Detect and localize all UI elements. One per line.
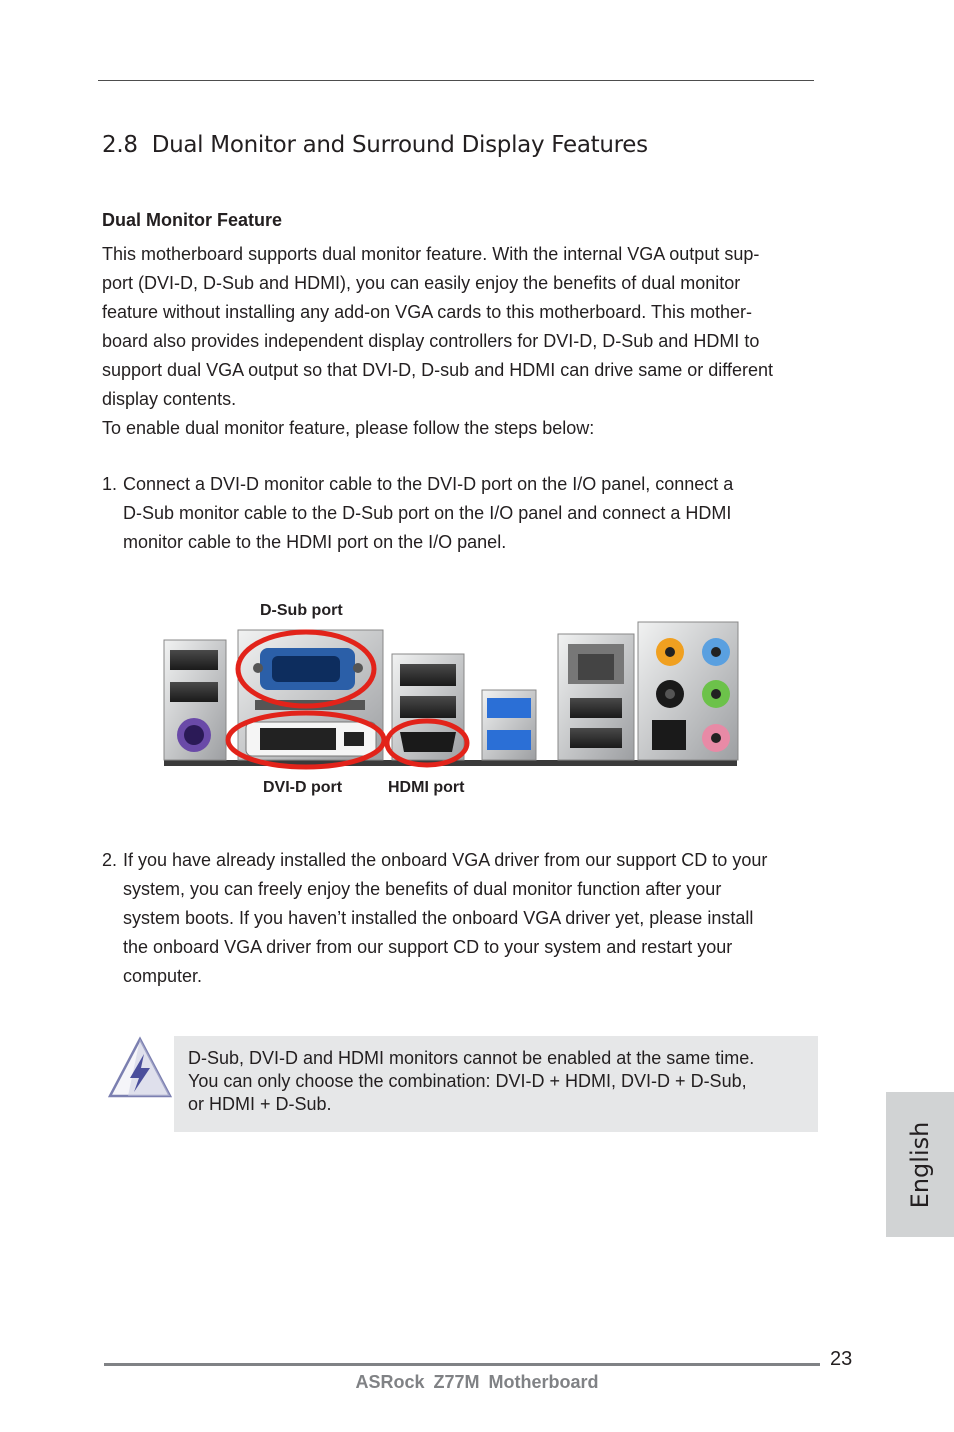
- section-title: Dual Monitor and Surround Display Features: [151, 132, 648, 158]
- note-box: [174, 1036, 818, 1132]
- step-line: Connect a DVI-D monitor cable to the DVI-D port on the I/O panel, connect a: [123, 474, 734, 494]
- step-line: system boots. If you haven’t installed the onboard VGA driver yet, please install: [123, 908, 754, 928]
- step-number: 1.: [102, 474, 118, 494]
- intro-line: feature without installing any add-on VGA cards to this motherboard. This mother-: [102, 302, 753, 322]
- warning-lightning-icon: [106, 1036, 174, 1100]
- intro-line: board also provides independent display controllers for DVI-D, D-Sub and HDMI to: [102, 331, 760, 351]
- intro-line: This motherboard supports dual monitor feature. With the internal VGA output sup-: [102, 244, 760, 264]
- io-panel-illustration: [160, 620, 750, 795]
- footer-title: ASRock Z77M Motherboard: [355, 1372, 599, 1392]
- section-number: 2.8: [102, 132, 138, 158]
- step-1: [102, 470, 822, 557]
- note-line: or HDMI + D-Sub.: [188, 1094, 332, 1114]
- step-line: system, you can freely enjoy the benefits of dual monitor function after your: [123, 879, 722, 899]
- dsub-port-label: D-Sub port: [260, 602, 343, 619]
- lan-usb-stack: [558, 634, 634, 760]
- language-tab-label: English: [906, 1121, 934, 1208]
- step-line: If you have already installed the onboard VGA driver from our support CD to your: [123, 850, 768, 870]
- note-line: D-Sub, DVI-D and HDMI monitors cannot be enabled at the same time.: [188, 1048, 755, 1068]
- intro-line: display contents.: [102, 389, 237, 409]
- bottom-rule: [104, 1363, 820, 1366]
- hdmi-usb-stack: [392, 654, 464, 760]
- top-rule: [98, 80, 814, 81]
- intro-line: To enable dual monitor feature, please follow the steps below:: [102, 418, 595, 438]
- usb3-stack: [482, 690, 536, 760]
- step-2: [102, 846, 822, 991]
- hdmi-port-label: HDMI port: [388, 779, 465, 796]
- section-heading: [102, 132, 648, 158]
- audio-stack: [638, 622, 738, 760]
- step-line: monitor cable to the HDMI port on the I/O panel.: [123, 532, 507, 552]
- intro-line: port (DVI-D, D-Sub and HDMI), you can easily enjoy the benefits of dual monitor: [102, 273, 741, 293]
- intro-line: support dual VGA output so that DVI-D, D-sub and HDMI can drive same or different: [102, 360, 773, 380]
- intro-paragraph: [102, 240, 822, 443]
- usb-ps2-stack: [164, 640, 226, 760]
- step-line: computer.: [123, 966, 203, 986]
- sub-heading: Dual Monitor Feature: [102, 210, 283, 230]
- language-tab: [886, 1092, 954, 1237]
- note-text: [188, 1047, 808, 1116]
- step-line: the onboard VGA driver from our support CD to your system and restart your: [123, 937, 733, 957]
- page-number: 23: [830, 1348, 853, 1370]
- note-line: You can only choose the combination: DVI-D + HDMI, DVI-D + D-Sub,: [188, 1071, 747, 1091]
- dvid-port-label: DVI-D port: [263, 779, 343, 796]
- step-number: 2.: [102, 850, 118, 870]
- io-panel-figure: [160, 600, 750, 810]
- step-line: D-Sub monitor cable to the D-Sub port on the I/O panel and connect a HDMI: [123, 503, 732, 523]
